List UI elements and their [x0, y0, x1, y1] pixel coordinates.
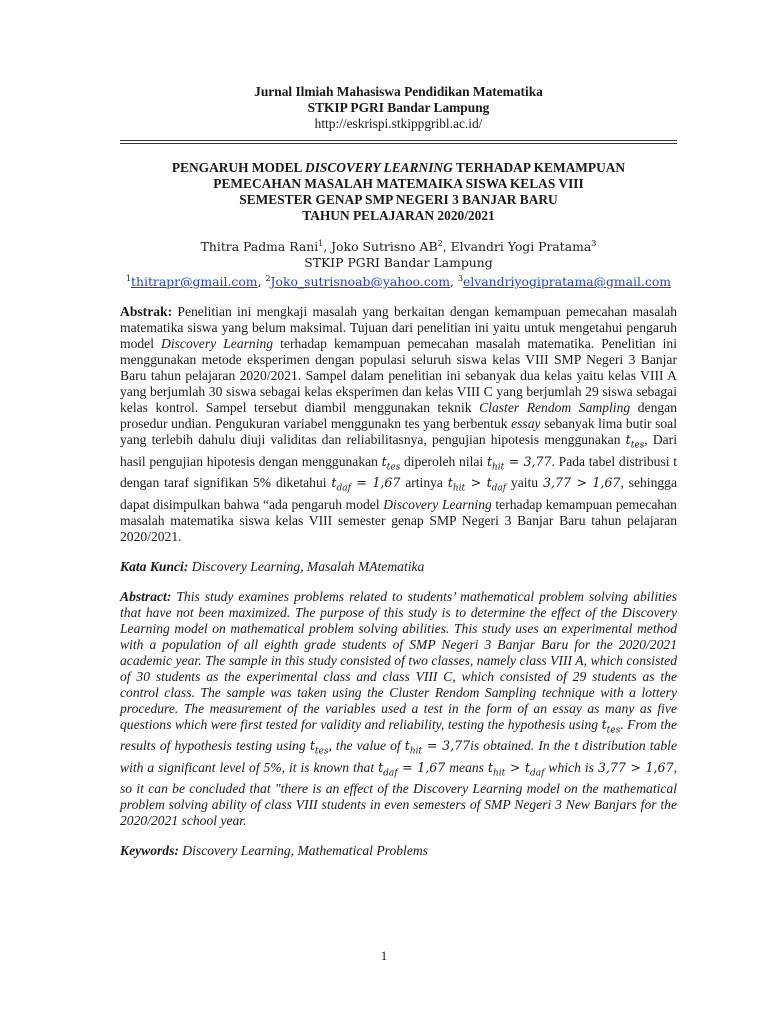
abstract-paragraph: Abstract: This study examines problems related to students’ mathematical problem solving abilities that have not been maximized. The purpose of this study is to determine the effect of the Discovery Learning model on mathematical problem solving abilities. This study uses an experimental method with a population of all eighth grade students of SMP Negeri 3 Banjar Baru for the 2020/2021 academic year. The sample in this study consisted of two classes, namely class VIII A, which consisted of 30 students as the experimental class and class VIII C, which consisted of 29 students as the control class. The sample was taken using the Cluster Rendom Sampling technique with a lottery procedure. The measurement of the variables used a test in the form of an essay as many as five questions which were first tested for validity and reliability, testing the hypothesis using $t_{tes}$. From the results of hypothesis testing using $t_{tes}$, the value of $t_{hit} = 3,77is$ obtained. In the t distribution table with a significant level of 5%, it is known that $t_{daf} = 1,67$ means $t_{hit} > t_{daf}$ which is 3,77 > 1,67, so it can be concluded that "there is an effect of the Discovery Learning model on the mathematical problem solving ability of class VIII students in even semesters of SMP Negeri 3 New Banjars for the 2020/2021 school year. [120, 588, 677, 829]
author-block [120, 236, 677, 290]
kata-kunci: Kata Kunci: Discovery Learning, Masalah MAtematika [120, 558, 425, 574]
author-names: Thitra Padma Rani$^1$, Joko Sutrisno $AB^2$, Elvandri Yogi Pratama$^3$ [200, 239, 597, 255]
author-emails: $^1$thitrapr@gmail.com, $^2$Joko_sutrisnoab@yahoo.com, $^3$elvandriyogipratama@gmail.com [125, 274, 672, 290]
abstrak-paragraph: Abstrak: Penelitian ini mengkaji masalah yang berkaitan dengan kemampuan pemecahan masalah matematika siswa yang belum maksimal. Tujuan dari penelitian ini yaitu untuk mengetahui pengaruh model Discovery Learning terhadap kemampuan pemecahan masalah matematika. Penelitian ini menggunakan metode eksperimen dengan populasi seluruh siswa kelas VIII SMP Negeri 3 Banjar Baru tahun pelajaran 2020/2021. Sampel dalam penelitian ini sebanyak dua kelas yaitu kelas VIII A yang berjumlah 30 siswa sebagai kelas eksperimen dan kelas VIII C yang berjumlah 29 siswa sebagai kelas kontrol. Sampel tersebut diambil menggunakan teknik Claster Rendom Sampling dengan prosedur undian. Pengukuran variabel menggunakn tes yang berbentuk essay sebanyak lima butir soal yang terlebih dahulu diuji validitas dan reliabilitasnya, pengujian hipotesis menggunakan $t_{tes}$, Dari hasil pengujian hipotesis dengan menggunakan $t_{tes}$ diperoleh nilai $t_{hit} = 3,77$. Pada tabel distribusi t dengan taraf signifikan 5% diketahui $t_{daf} = 1,67$ artinya $t_{hit} > t_{daf}$ yaitu 3,77 > 1,67, sehingga dapat disimpulkan bahwa “ada pengaruh model Discovery Learning terhadap kemampuan pemecahan masalah matematika siswa kelas VIII semester genap SMP Negeri 3 Banjar Baru tahun pelajaran 2020/2021. [120, 304, 678, 544]
journal-institution: STKIP PGRI Bandar Lampung [307, 100, 490, 115]
email-link-2[interactable]: Joko_sutrisnoab@yahoo.com [270, 274, 451, 290]
journal-header [120, 84, 677, 132]
page-number: 1 [380, 948, 388, 963]
email-link-1[interactable]: thitrapr@gmail.com [131, 274, 258, 290]
journal-url[interactable]: http://eskrispi.stkippgribl.ac.id/ [314, 116, 483, 131]
paper-page [120, 84, 677, 859]
journal-name: Jurnal Ilmiah Mahasiswa Pendidikan Matematika [254, 84, 543, 99]
keywords: Keywords: Discovery Learning, Mathematical Problems [120, 843, 428, 859]
header-rule-top [120, 140, 677, 141]
email-link-3[interactable]: elvandriyogipratama@gmail.com [463, 274, 672, 290]
paper-title: PENGARUH MODEL DISCOVERY LEARNING TERHADAP KEMAMPUAN PEMECAHAN MASALAH MATEMAIKA SISWA KELAS VIII SEMESTER GENAP SMP NEGERI 3 BANJAR BARU TAHUN PELAJARAN 2020/2021 [171, 160, 626, 223]
header-rule-bottom [120, 143, 677, 144]
author-affiliation: STKIP PGRI Bandar Lampung [304, 255, 493, 271]
